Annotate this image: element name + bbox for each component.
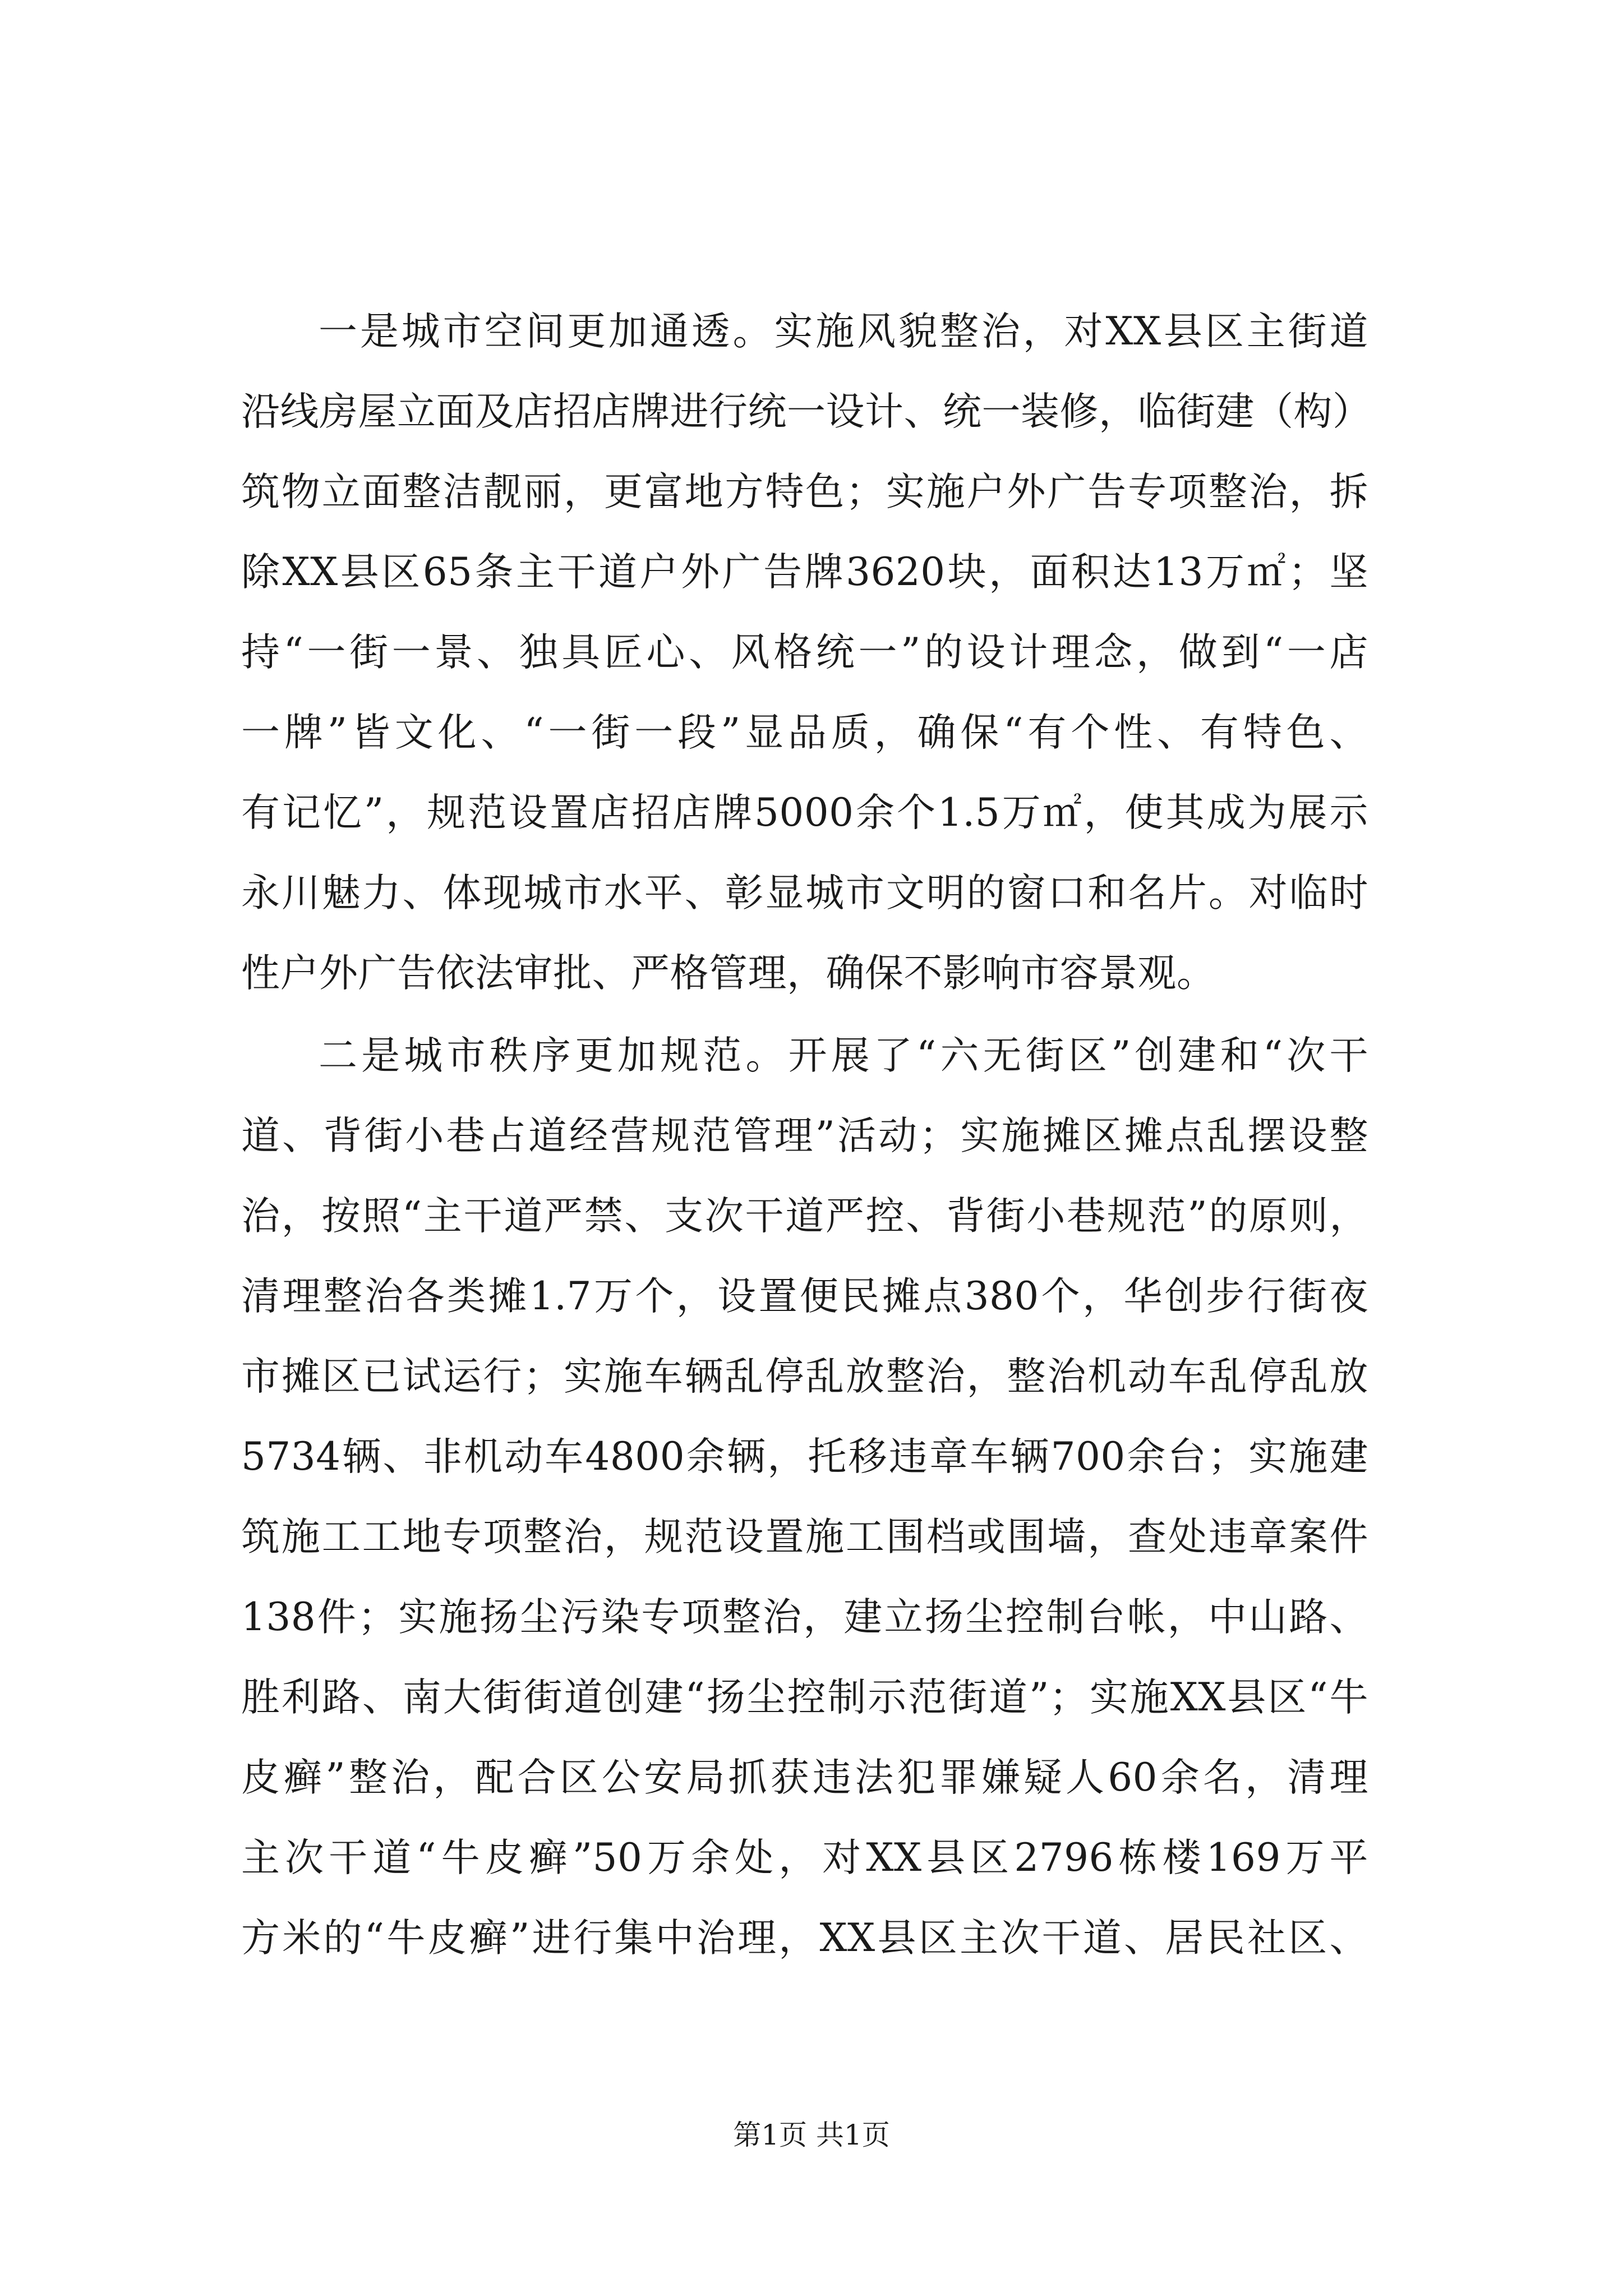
text-line: 清理整治各类摊1.7万个，设置便民摊点380个，华创步行街夜 [241,1274,1368,1319]
text-line: 二是城市秩序更加规范。开展了“六无街区”创建和“次干 [319,1033,1368,1078]
text-line: 除XX县区65条主干道户外广告牌3620块，面积达13万㎡；坚 [241,550,1368,595]
text-line: 一牌”皆文化、“一街一段”显品质，确保“有个性、有特色、 [241,710,1368,755]
text-line: 胜利路、南大街街道创建“扬尘控制示范街道”；实施XX县区“牛 [241,1675,1368,1720]
text-line: 治，按照“主干道严禁、支次干道严控、背街小巷规范”的原则， [241,1194,1368,1239]
text-line: 永川魅力、体现城市水平、彰显城市文明的窗口和名片。对临时 [241,871,1368,915]
text-line: 138件；实施扬尘污染专项整治，建立扬尘控制台帐，中山路、 [241,1595,1368,1640]
text-line: 有记忆”，规范设置店招店牌5000余个1.5万㎡，使其成为展示 [241,790,1368,835]
text-line: 沿线房屋立面及店招店牌进行统一设计、统一装修，临街建（构） [241,389,1372,434]
body-text [241,292,1372,1978]
text-line: 皮癣”整治，配合区公安局抓获违法犯罪嫌疑人60余名，清理 [241,1755,1368,1800]
text-line: 市摊区已试运行；实施车辆乱停乱放整治，整治机动车乱停乱放 [241,1354,1368,1399]
text-line: 5734辆、非机动车4800余辆，托移违章车辆700余台；实施建 [241,1434,1368,1479]
text-line: 筑施工工地专项整治，规范设置施工围档或围墙，查处违章案件 [241,1515,1368,1559]
text-line: 主次干道“牛皮癣”50万余处，对XX县区2796栋楼169万平 [241,1835,1368,1880]
text-line: 方米的“牛皮癣”进行集中治理，XX县区主次干道、居民社区、 [241,1916,1368,1961]
text-line: 一是城市空间更加通透。实施风貌整治，对XX县区主街道 [319,309,1368,354]
page-footer [0,2118,1623,2152]
text-line: 道、背街小巷占道经营规范管理”活动；实施摊区摊点乱摆设整 [241,1114,1368,1158]
paragraph-urban-space [241,292,1372,1014]
paragraph-urban-order [241,1016,1368,1978]
page-number-label: 第1页 共1页 [733,2119,890,2151]
text-line: 性户外广告依法审批、严格管理，确保不影响市容景观。 [241,951,1216,996]
text-line: 持“一街一景、独具匠心、风格统一”的设计理念，做到“一店 [241,630,1368,675]
text-line: 筑物立面整洁靓丽，更富地方特色；实施户外广告专项整治，拆 [241,470,1368,514]
